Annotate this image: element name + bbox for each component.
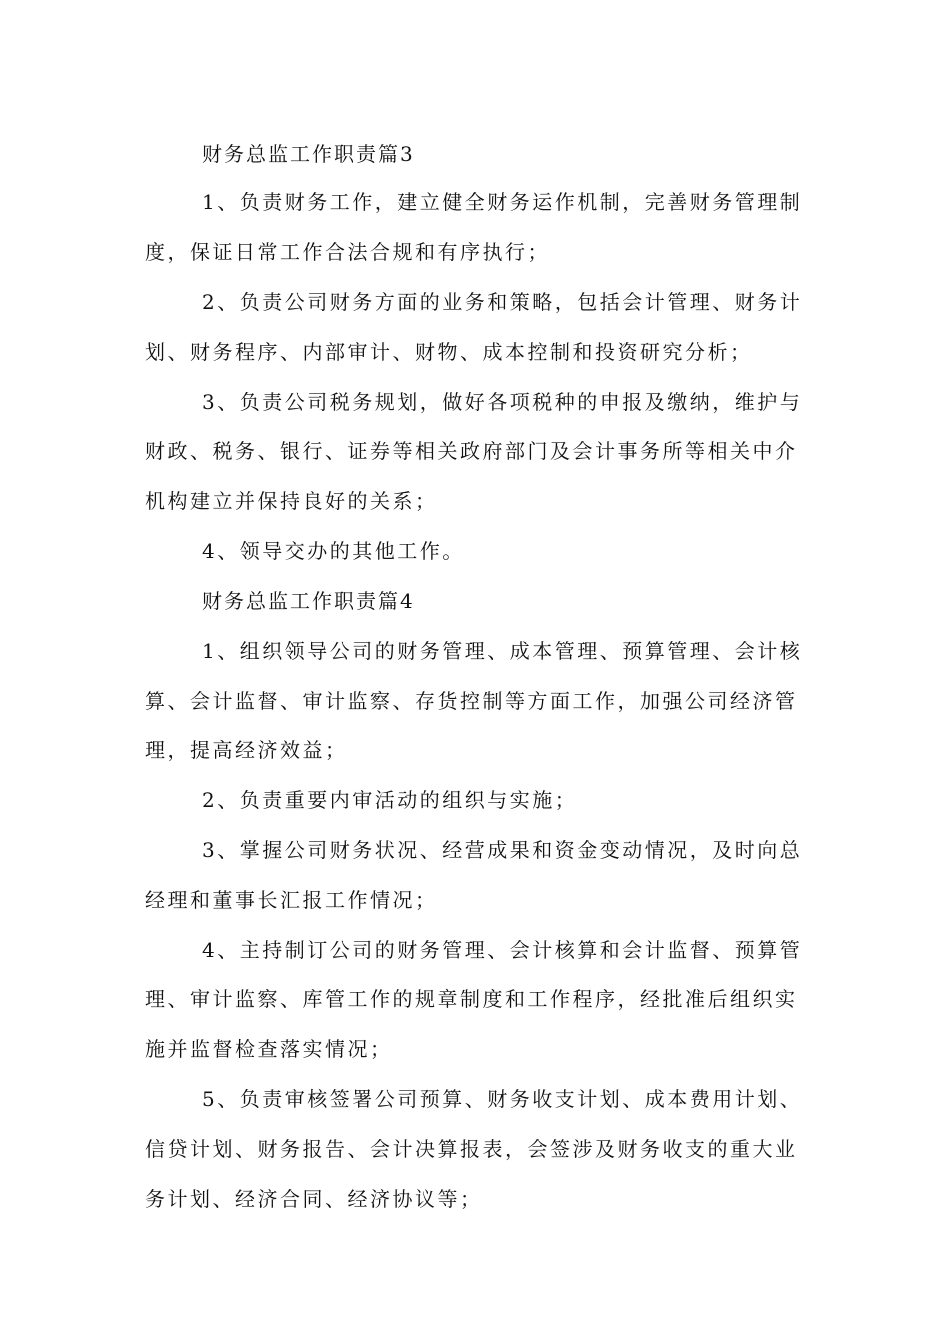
paragraph-line: 财政、税务、银行、证券等相关政府部门及会计事务所等相关中介 bbox=[145, 439, 798, 463]
section-heading: 财务总监工作职责篇3 bbox=[202, 142, 415, 166]
paragraph-line: 经理和董事长汇报工作情况； bbox=[145, 888, 438, 912]
paragraph-line: 划、财务程序、内部审计、财物、成本控制和投资研究分析； bbox=[145, 340, 753, 364]
paragraph-line: 务计划、经济合同、经济协议等； bbox=[145, 1187, 483, 1211]
section-heading: 财务总监工作职责篇4 bbox=[202, 589, 415, 613]
paragraph-line: 2、负责公司财务方面的业务和策略，包括会计管理、财务计 bbox=[202, 290, 803, 314]
paragraph-line: 信贷计划、财务报告、会计决算报表，会签涉及财务收支的重大业 bbox=[145, 1137, 798, 1161]
paragraph-line: 2、负责重要内审活动的组织与实施； bbox=[202, 788, 578, 812]
paragraph-line: 4、领导交办的其他工作。 bbox=[202, 539, 465, 563]
paragraph-line: 5、负责审核签署公司预算、财务收支计划、成本费用计划、 bbox=[202, 1087, 803, 1111]
paragraph-line: 1、负责财务工作，建立健全财务运作机制，完善财务管理制 bbox=[202, 190, 803, 214]
paragraph-line: 度，保证日常工作合法合规和有序执行； bbox=[145, 240, 550, 264]
paragraph-line: 理、审计监察、库管工作的规章制度和工作程序，经批准后组织实 bbox=[145, 987, 798, 1011]
paragraph-line: 机构建立并保持良好的关系； bbox=[145, 489, 438, 513]
paragraph-line: 3、掌握公司财务状况、经营成果和资金变动情况，及时向总 bbox=[202, 838, 803, 862]
paragraph-line: 3、负责公司税务规划，做好各项税种的申报及缴纳，维护与 bbox=[202, 390, 803, 414]
paragraph-line: 4、主持制订公司的财务管理、会计核算和会计监督、预算管 bbox=[202, 938, 803, 962]
paragraph-line: 算、会计监督、审计监察、存货控制等方面工作，加强公司经济管 bbox=[145, 689, 798, 713]
paragraph-line: 理，提高经济效益； bbox=[145, 738, 348, 762]
paragraph-line: 施并监督检查落实情况； bbox=[145, 1037, 393, 1061]
paragraph-line: 1、组织领导公司的财务管理、成本管理、预算管理、会计核 bbox=[202, 639, 803, 663]
